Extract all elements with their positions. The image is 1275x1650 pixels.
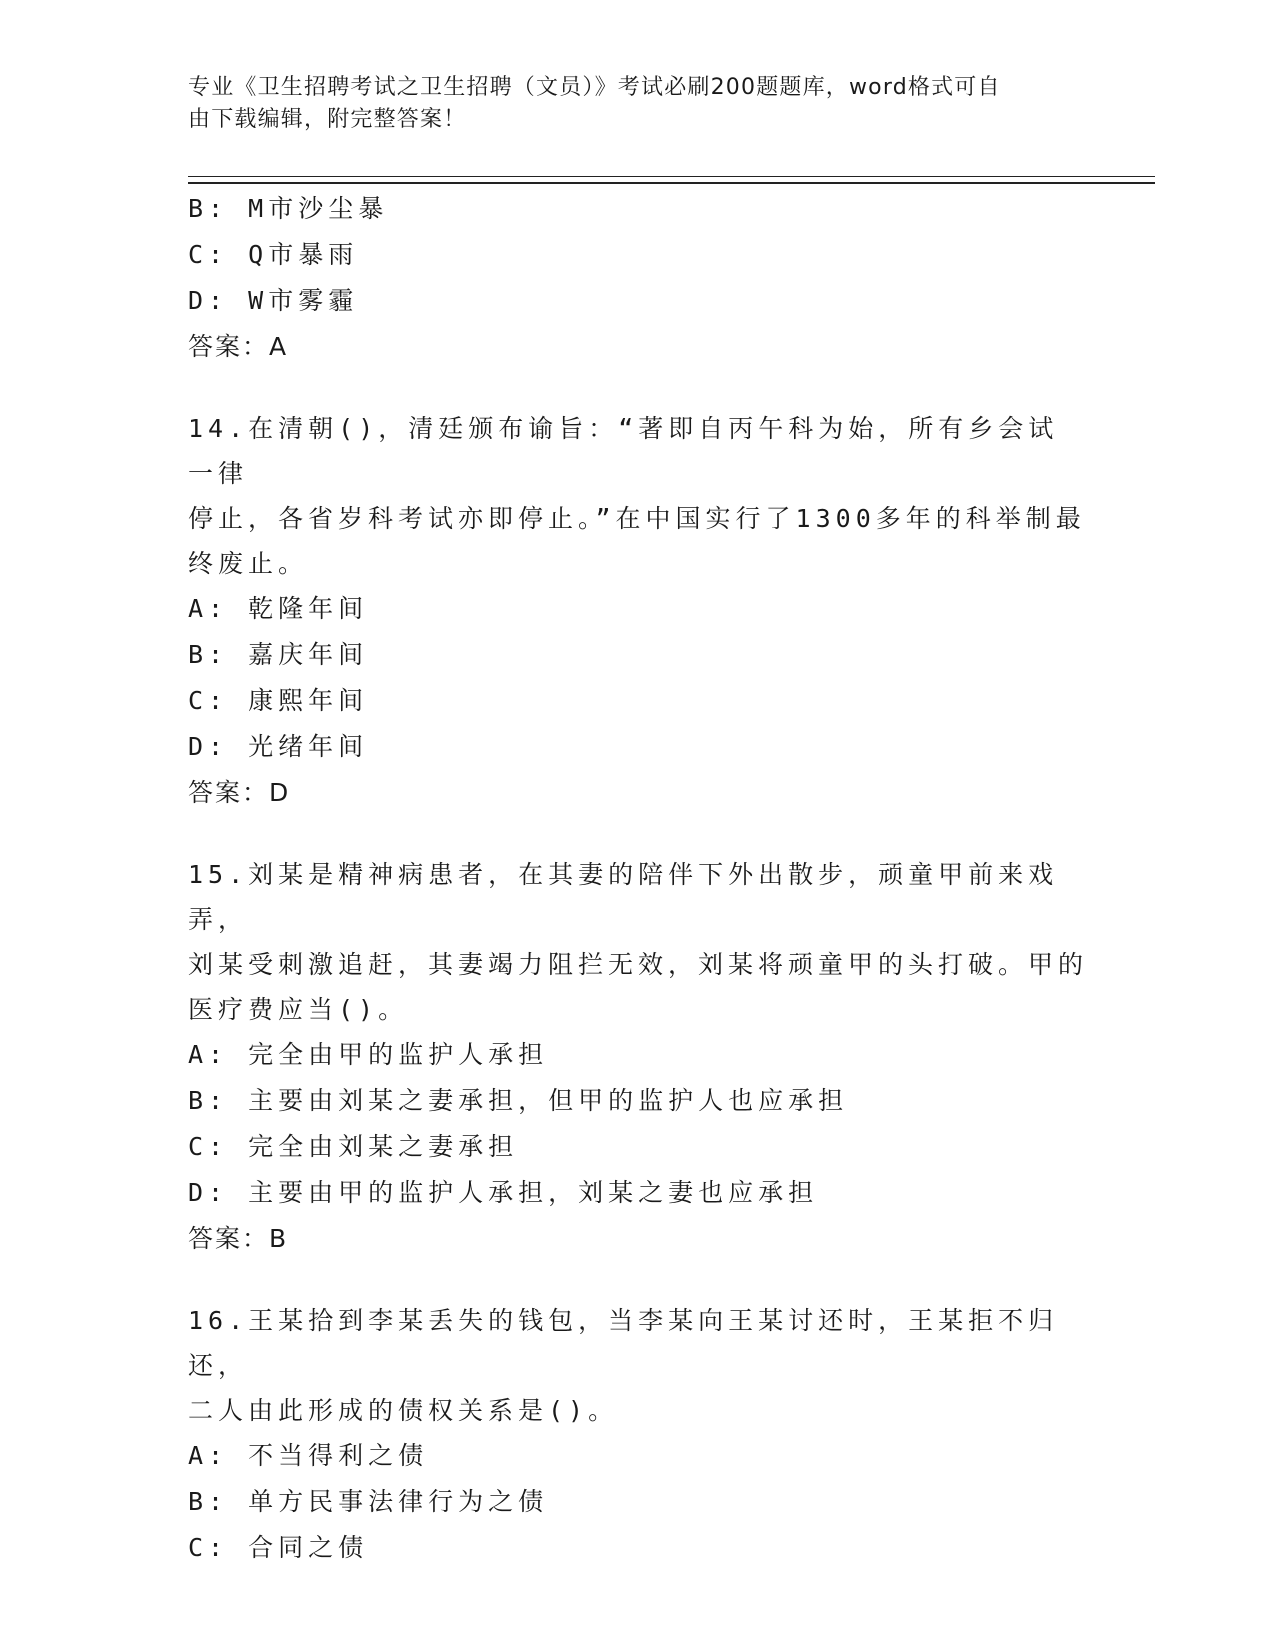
option-c: C: 康熙年间: [188, 686, 369, 715]
option-b: B: M市沙尘暴: [188, 194, 389, 223]
option-b: B: 主要由刘某之妻承担，但甲的监护人也应承担: [188, 1086, 849, 1115]
option-d: D: 光绪年间: [188, 732, 369, 761]
question-14: [188, 406, 1088, 816]
stem-line: 14.在清朝()，清廷颁布谕旨：“著即自丙午科为始，所有乡会试一律: [188, 414, 1059, 488]
option-c: C: Q市暴雨: [188, 240, 359, 269]
answer-line: 答案：B: [188, 1224, 289, 1253]
option-a: A: 乾隆年间: [188, 594, 369, 623]
question-15: [188, 852, 1088, 1262]
stem-line: 二人由此形成的债权关系是()。: [188, 1396, 619, 1425]
question-16: [188, 1298, 1088, 1571]
document-body: [188, 186, 1088, 1571]
stem-line: 16.王某拾到李某丢失的钱包，当李某向王某讨还时，王某拒不归还，: [188, 1306, 1059, 1380]
document-header: [188, 72, 1068, 136]
header-divider-thin: [188, 176, 1155, 177]
option-c: C: 合同之债: [188, 1533, 369, 1562]
prev-question-block: [188, 186, 1088, 370]
header-line-2: 由下载编辑，附完整答案！: [188, 107, 467, 132]
option-d: D: W市雾霾: [188, 286, 359, 315]
option-a: A: 完全由甲的监护人承担: [188, 1040, 549, 1069]
stem-line: 15.刘某是精神病患者，在其妻的陪伴下外出散步，顽童甲前来戏弄，: [188, 860, 1059, 934]
answer-line: 答案：D: [188, 778, 291, 807]
stem-line: 刘某受刺激追赶，其妻竭力阻拦无效，刘某将顽童甲的头打破。甲的: [188, 950, 1089, 979]
header-line-1: 专业《卫生招聘考试之卫生招聘（文员）》考试必刷200题题库，word格式可自: [188, 75, 1001, 100]
option-b: B: 单方民事法律行为之债: [188, 1487, 549, 1516]
question-stem: [188, 852, 1088, 1032]
option-c: C: 完全由刘某之妻承担: [188, 1132, 519, 1161]
question-stem: [188, 406, 1088, 586]
option-b: B: 嘉庆年间: [188, 640, 369, 669]
question-stem: [188, 1298, 1088, 1433]
option-d: D: 主要由甲的监护人承担，刘某之妻也应承担: [188, 1178, 819, 1207]
stem-line: 医疗费应当()。: [188, 995, 409, 1024]
header-divider-thick: [188, 182, 1155, 184]
stem-line: 停止，各省岁科考试亦即停止。”在中国实行了1300多年的科举制最: [188, 504, 1086, 533]
stem-line: 终废止。: [188, 549, 309, 578]
option-a: A: 不当得利之债: [188, 1441, 429, 1470]
answer-line: 答案：A: [188, 332, 289, 361]
